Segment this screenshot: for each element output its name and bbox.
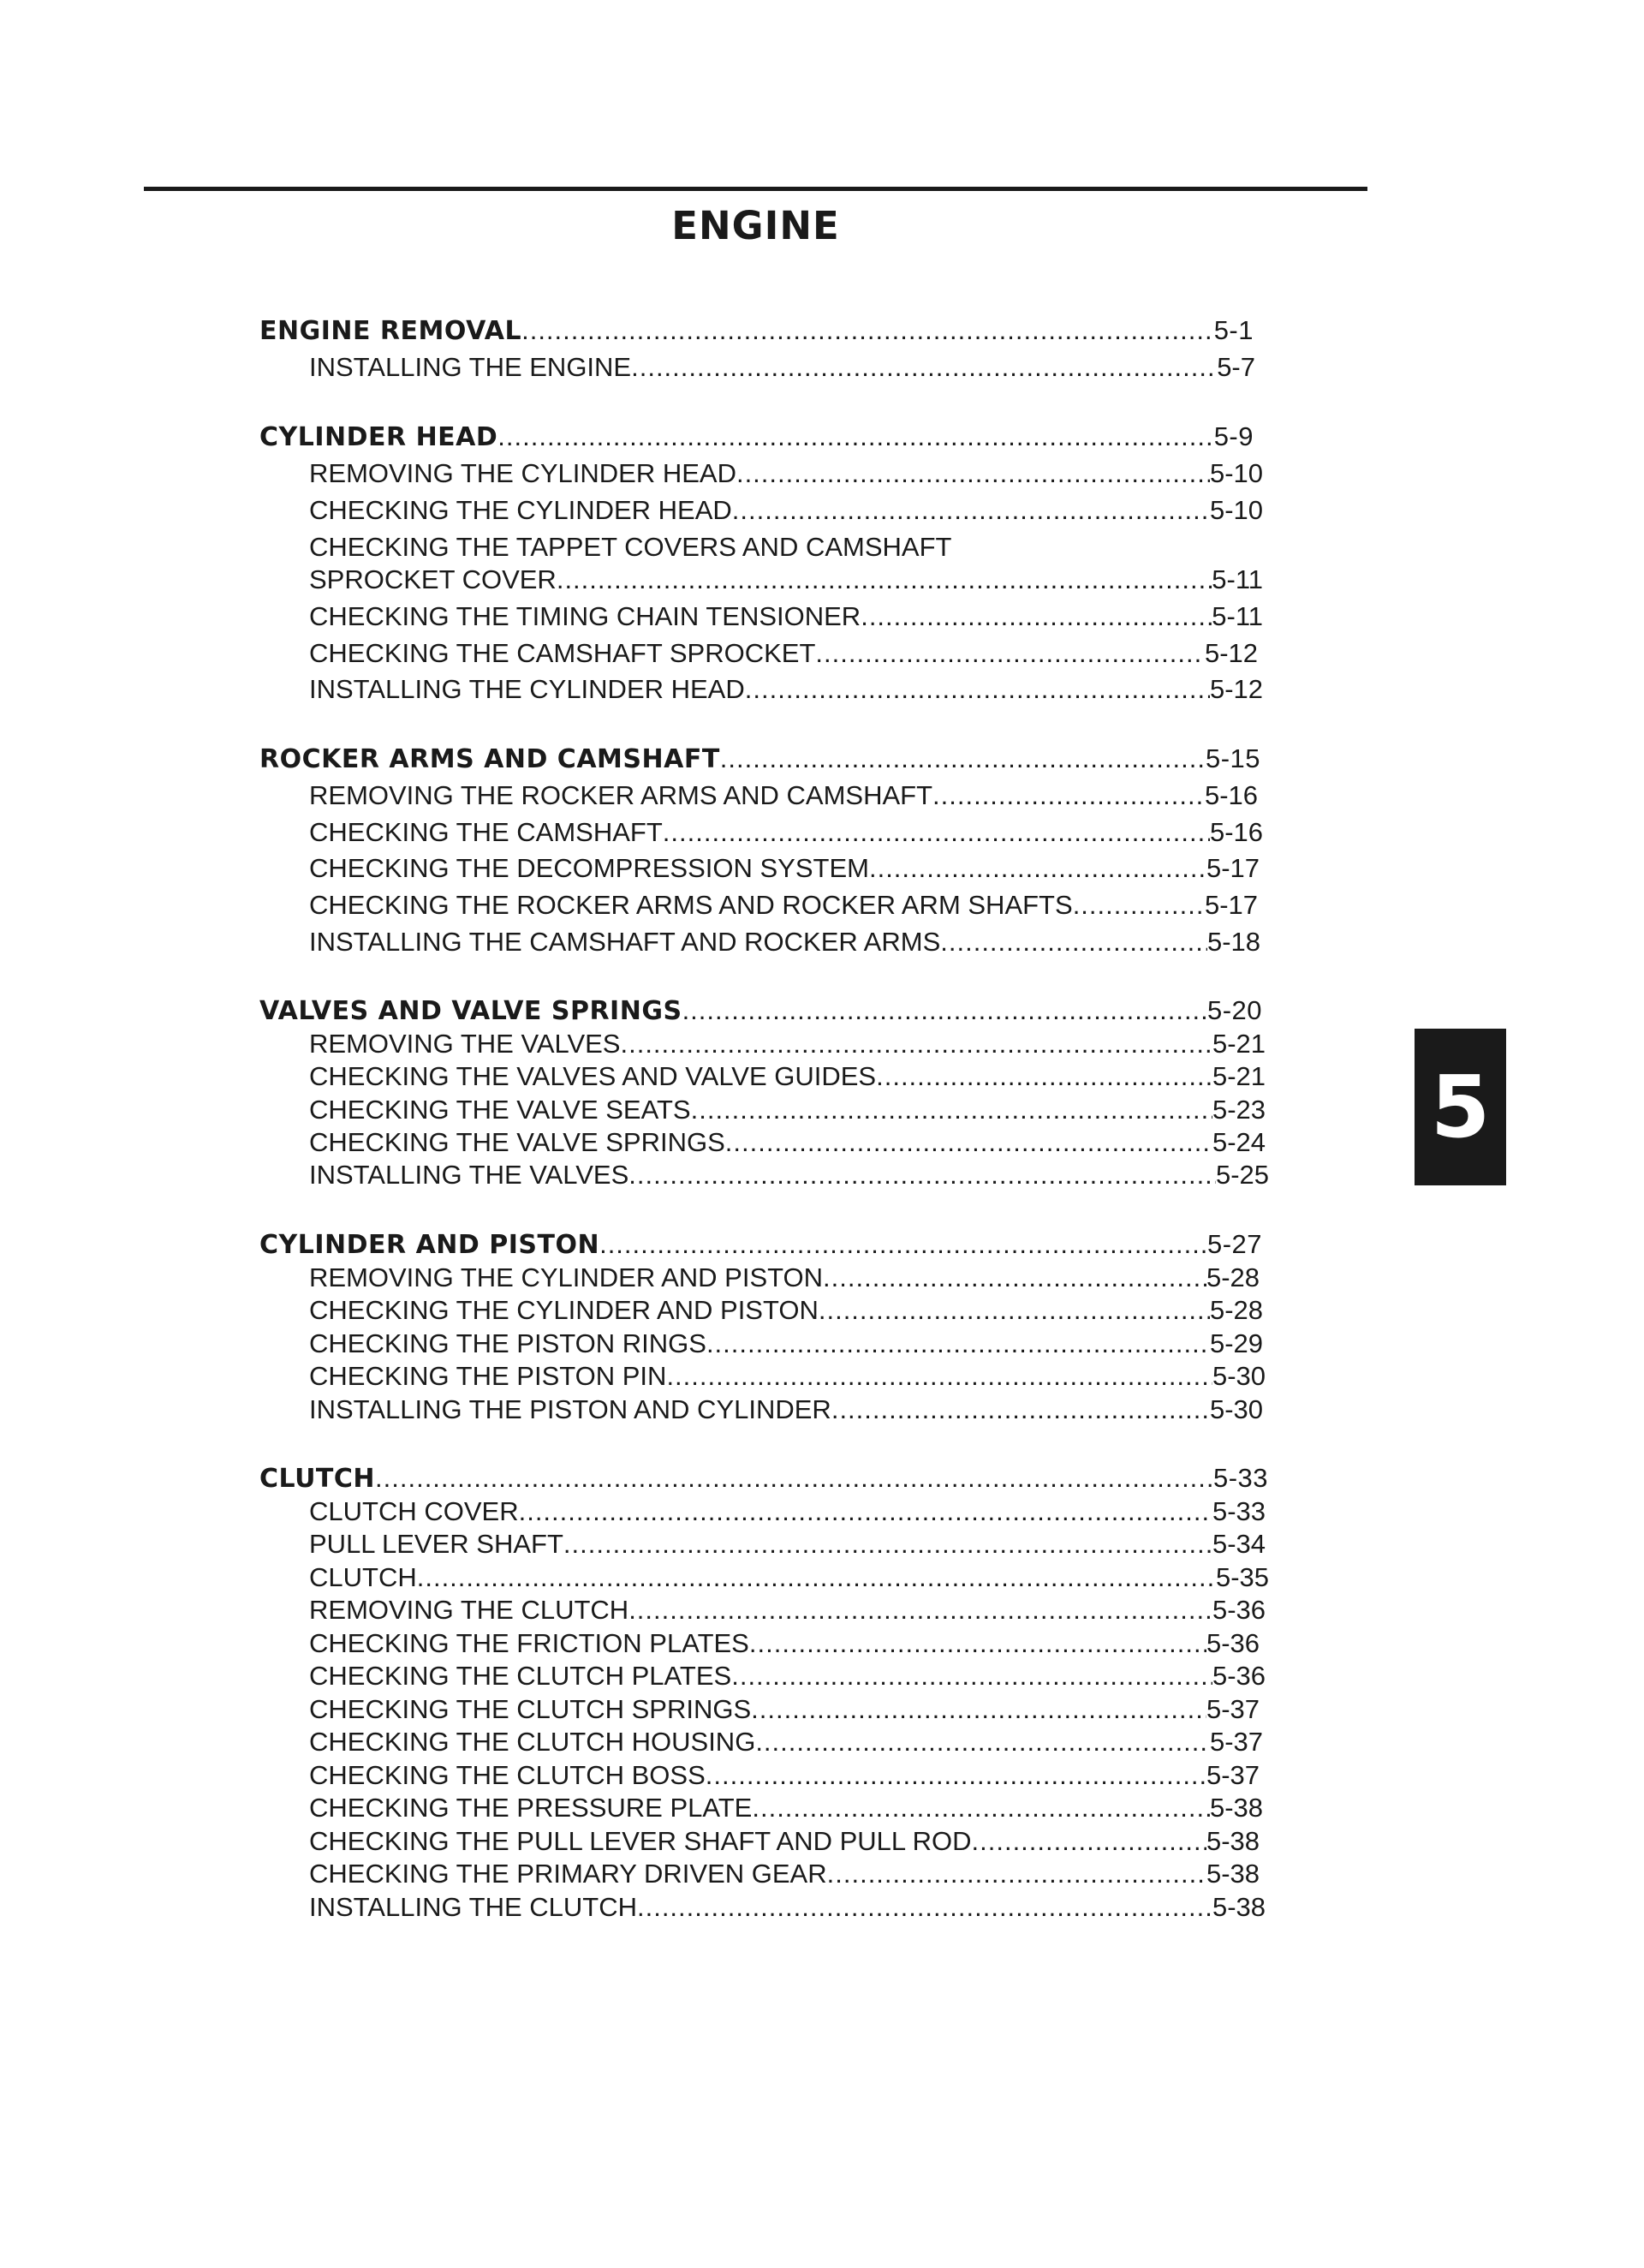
toc-page-number: 5-21 bbox=[1212, 1061, 1266, 1091]
toc-page-number: 5-37 bbox=[1209, 1727, 1263, 1757]
dot-leader bbox=[628, 1159, 1216, 1191]
toc-section-title: CYLINDER AND PISTON bbox=[259, 1230, 600, 1260]
toc-item[interactable] bbox=[309, 1328, 1263, 1360]
dot-leader bbox=[682, 994, 1207, 1027]
toc-page-number: 5-34 bbox=[1212, 1529, 1266, 1559]
toc-page-number: 5-29 bbox=[1209, 1328, 1263, 1358]
dot-leader bbox=[663, 816, 1210, 849]
toc-item-title: CHECKING THE VALVE SEATS bbox=[309, 1095, 691, 1125]
toc-item[interactable] bbox=[309, 1792, 1263, 1824]
toc-item[interactable] bbox=[309, 889, 1258, 922]
toc-page-number: 5-17 bbox=[1204, 890, 1258, 920]
toc-item[interactable] bbox=[309, 1825, 1260, 1858]
dot-leader bbox=[745, 673, 1210, 706]
toc-section-title: CLUTCH bbox=[259, 1464, 376, 1494]
toc-item[interactable] bbox=[309, 1126, 1266, 1159]
toc-item-title: CHECKING THE CAMSHAFT SPROCKET bbox=[309, 638, 816, 668]
toc-item[interactable] bbox=[309, 1891, 1266, 1924]
toc-item-title: CHECKING THE PRIMARY DRIVEN GEAR bbox=[309, 1859, 827, 1889]
toc-item-title: CHECKING THE PISTON RINGS bbox=[309, 1328, 706, 1358]
toc-page-number: 5-36 bbox=[1212, 1661, 1266, 1691]
toc-item-title: CHECKING THE VALVE SPRINGS bbox=[309, 1127, 725, 1157]
toc-page-number: 5-33 bbox=[1212, 1496, 1266, 1526]
toc-page-number: 5-28 bbox=[1206, 1262, 1260, 1292]
toc-item-title: CHECKING THE CYLINDER HEAD bbox=[309, 495, 732, 525]
toc-item[interactable] bbox=[309, 457, 1263, 490]
toc-page-number: 5-30 bbox=[1209, 1394, 1263, 1424]
dot-leader bbox=[819, 1294, 1210, 1327]
toc-page-number: 5-18 bbox=[1206, 927, 1260, 957]
dot-leader bbox=[637, 1891, 1212, 1924]
toc-page-number: 5-38 bbox=[1212, 1892, 1266, 1922]
toc-item[interactable] bbox=[309, 351, 1255, 384]
toc-item-title: CHECKING THE ROCKER ARMS AND ROCKER ARM SHAFTS bbox=[309, 890, 1073, 920]
toc-page-number: 5-37 bbox=[1206, 1694, 1260, 1724]
toc-item[interactable] bbox=[309, 926, 1260, 958]
toc-item-title: CHECKING THE PISTON PIN bbox=[309, 1361, 667, 1391]
toc-item[interactable] bbox=[309, 1759, 1260, 1792]
toc-page-number: 5-36 bbox=[1212, 1595, 1266, 1625]
dot-leader bbox=[749, 1627, 1206, 1660]
toc-item-title: INSTALLING THE CLUTCH bbox=[309, 1892, 637, 1922]
dot-leader bbox=[666, 1360, 1212, 1393]
toc-item-title: SPROCKET COVER bbox=[309, 564, 557, 594]
toc-item[interactable] bbox=[309, 1360, 1266, 1393]
dot-leader bbox=[725, 1126, 1212, 1159]
toc-page-number: 5-23 bbox=[1212, 1095, 1266, 1125]
toc-section-rocker-arms-and-camshaft[interactable] bbox=[259, 743, 1260, 775]
dot-leader bbox=[831, 1394, 1210, 1426]
toc-item-title: INSTALLING THE VALVES bbox=[309, 1160, 629, 1190]
toc-item[interactable] bbox=[309, 673, 1263, 706]
toc-page-number: 5-24 bbox=[1212, 1127, 1266, 1157]
toc-page-number: 5-30 bbox=[1212, 1361, 1266, 1391]
toc-page-number: 5-38 bbox=[1206, 1859, 1260, 1889]
toc-page-number: 5-17 bbox=[1206, 853, 1260, 883]
dot-leader bbox=[736, 457, 1210, 490]
toc-item-title: CHECKING THE CYLINDER AND PISTON bbox=[309, 1295, 819, 1325]
toc-page-number: 5-12 bbox=[1204, 638, 1258, 668]
dot-leader bbox=[932, 779, 1205, 812]
toc-item-title: CHECKING THE CAMSHAFT bbox=[309, 817, 663, 847]
toc-page-number: 5-36 bbox=[1206, 1628, 1260, 1658]
toc-item-title: CHECKING THE DECOMPRESSION SYSTEM bbox=[309, 853, 869, 883]
toc-item[interactable] bbox=[309, 1561, 1269, 1594]
dot-leader bbox=[497, 421, 1213, 453]
toc-page-number: 5-38 bbox=[1206, 1826, 1260, 1856]
dot-leader bbox=[751, 1693, 1206, 1726]
dot-leader bbox=[823, 1262, 1206, 1294]
toc-page-number: 5-25 bbox=[1215, 1160, 1269, 1190]
toc-section-engine-removal[interactable] bbox=[259, 314, 1254, 347]
toc-item-title: REMOVING THE CLUTCH bbox=[309, 1595, 629, 1625]
dot-leader bbox=[706, 1759, 1206, 1792]
toc-section-title: ENGINE REMOVAL bbox=[259, 316, 522, 346]
toc-item-title: INSTALLING THE CYLINDER HEAD bbox=[309, 674, 745, 704]
dot-leader bbox=[599, 1228, 1207, 1261]
dot-leader bbox=[417, 1561, 1216, 1594]
dot-leader bbox=[869, 852, 1206, 885]
toc-section-clutch[interactable] bbox=[259, 1462, 1268, 1495]
toc-item-title: REMOVING THE CYLINDER HEAD bbox=[309, 458, 736, 488]
dot-leader bbox=[755, 1726, 1210, 1758]
toc-item[interactable] bbox=[309, 1594, 1266, 1626]
toc-page-number: 5-12 bbox=[1209, 674, 1263, 704]
toc-item-title: CHECKING THE CLUTCH HOUSING bbox=[309, 1727, 756, 1757]
dot-leader bbox=[861, 600, 1212, 633]
toc-section-cylinder-and-piston[interactable] bbox=[259, 1228, 1262, 1261]
dot-leader bbox=[827, 1858, 1206, 1890]
toc-item[interactable] bbox=[309, 1394, 1263, 1426]
toc-item[interactable] bbox=[309, 1627, 1260, 1660]
toc-item-title: INSTALLING THE CAMSHAFT AND ROCKER ARMS bbox=[309, 927, 941, 957]
page-title: ENGINE bbox=[671, 203, 840, 248]
dot-leader bbox=[706, 1328, 1210, 1360]
dot-leader bbox=[620, 1028, 1212, 1060]
toc-item[interactable] bbox=[309, 1028, 1266, 1060]
toc-item-title: CHECKING THE CLUTCH BOSS bbox=[309, 1760, 706, 1790]
chapter-tab: 5 bbox=[1415, 1029, 1506, 1185]
toc-page-number: 5-16 bbox=[1209, 817, 1263, 847]
toc-page-number: 5-15 bbox=[1205, 743, 1260, 773]
toc-item-heading-line[interactable] bbox=[309, 531, 1263, 564]
toc-section-valves-and-valve-springs[interactable] bbox=[259, 994, 1262, 1027]
dot-leader bbox=[563, 1528, 1212, 1561]
toc-item[interactable] bbox=[309, 1294, 1263, 1327]
toc-item-title: CHECKING THE VALVES AND VALVE GUIDES bbox=[309, 1061, 877, 1091]
toc-page-number: 5-28 bbox=[1209, 1295, 1263, 1325]
toc-item-title: PULL LEVER SHAFT bbox=[309, 1529, 563, 1559]
toc-item-title: CHECKING THE PULL LEVER SHAFT AND PULL ROD bbox=[309, 1826, 972, 1856]
toc-item[interactable] bbox=[309, 1528, 1266, 1561]
toc-item[interactable] bbox=[309, 1060, 1266, 1093]
toc-item-title: REMOVING THE VALVES bbox=[309, 1029, 621, 1059]
toc-section-title: VALVES AND VALVE SPRINGS bbox=[259, 996, 682, 1026]
toc-item-title: CHECKING THE TIMING CHAIN TENSIONER bbox=[309, 601, 861, 631]
toc-item[interactable] bbox=[309, 1726, 1263, 1758]
toc-item-title: INSTALLING THE PISTON AND CYLINDER bbox=[309, 1394, 831, 1424]
toc-page-number: 5-11 bbox=[1212, 564, 1263, 594]
toc-page-number: 5-10 bbox=[1209, 458, 1263, 488]
toc-item[interactable] bbox=[309, 600, 1263, 633]
toc-item[interactable] bbox=[309, 779, 1258, 812]
dot-leader bbox=[752, 1792, 1210, 1824]
toc-item-title: CLUTCH COVER bbox=[309, 1496, 519, 1526]
toc-item[interactable] bbox=[309, 1262, 1260, 1294]
dot-leader bbox=[521, 314, 1214, 347]
toc-item[interactable] bbox=[309, 1660, 1266, 1692]
dot-leader bbox=[732, 494, 1210, 527]
toc-item-title: INSTALLING THE ENGINE bbox=[309, 352, 632, 382]
dot-leader bbox=[731, 1660, 1212, 1692]
toc-item-title: CHECKING THE TAPPET COVERS AND CAMSHAFT bbox=[309, 532, 952, 562]
toc-item[interactable] bbox=[309, 816, 1263, 849]
dot-leader bbox=[940, 926, 1207, 958]
dot-leader bbox=[691, 1094, 1212, 1126]
toc-item-title: REMOVING THE CYLINDER AND PISTON bbox=[309, 1262, 824, 1292]
toc-item[interactable] bbox=[309, 1693, 1260, 1726]
dot-leader bbox=[815, 637, 1205, 670]
dot-leader bbox=[876, 1060, 1212, 1093]
toc-page-number: 5-35 bbox=[1215, 1562, 1269, 1592]
toc-item[interactable] bbox=[309, 852, 1260, 885]
toc-item-title: CHECKING THE CLUTCH SPRINGS bbox=[309, 1694, 752, 1724]
toc-item[interactable] bbox=[309, 494, 1263, 527]
toc-page-number: 5-16 bbox=[1204, 780, 1258, 810]
toc-item[interactable] bbox=[309, 564, 1263, 596]
toc-item-title: CHECKING THE FRICTION PLATES bbox=[309, 1628, 749, 1658]
dot-leader bbox=[972, 1825, 1206, 1858]
toc-page-number: 5-38 bbox=[1209, 1793, 1263, 1823]
toc-item[interactable] bbox=[309, 1094, 1266, 1126]
dot-leader bbox=[631, 351, 1217, 384]
dot-leader bbox=[1073, 889, 1205, 922]
toc-item[interactable] bbox=[309, 1495, 1266, 1528]
dot-leader bbox=[720, 743, 1206, 775]
toc-section-title: ROCKER ARMS AND CAMSHAFT bbox=[259, 744, 720, 774]
toc-item-title: CHECKING THE PRESSURE PLATE bbox=[309, 1793, 753, 1823]
toc-section-title: CYLINDER HEAD bbox=[259, 422, 498, 452]
toc-page-number: 5-1 bbox=[1213, 315, 1254, 345]
toc-page-number: 5-33 bbox=[1212, 1463, 1268, 1493]
dot-leader bbox=[375, 1462, 1213, 1495]
toc-item-title: CLUTCH bbox=[309, 1562, 417, 1592]
toc-page-number: 5-7 bbox=[1217, 352, 1255, 382]
toc-item[interactable] bbox=[309, 637, 1258, 670]
toc-page-number: 5-21 bbox=[1212, 1029, 1266, 1059]
toc-page-number: 5-9 bbox=[1213, 421, 1254, 451]
toc-item-title: REMOVING THE ROCKER ARMS AND CAMSHAFT bbox=[309, 780, 933, 810]
top-rule bbox=[144, 187, 1367, 191]
toc-page-number: 5-37 bbox=[1206, 1760, 1260, 1790]
toc-page-number: 5-10 bbox=[1209, 495, 1263, 525]
toc-page-number: 5-27 bbox=[1206, 1229, 1262, 1259]
dot-leader bbox=[557, 564, 1212, 596]
dot-leader bbox=[519, 1495, 1212, 1528]
toc-item[interactable] bbox=[309, 1858, 1260, 1890]
toc-page-number: 5-11 bbox=[1212, 601, 1263, 631]
toc-item[interactable] bbox=[309, 1159, 1269, 1191]
toc-item-title: CHECKING THE CLUTCH PLATES bbox=[309, 1661, 732, 1691]
toc-section-cylinder-head[interactable] bbox=[259, 421, 1254, 453]
dot-leader bbox=[628, 1594, 1212, 1626]
toc-page-number: 5-20 bbox=[1206, 995, 1262, 1025]
